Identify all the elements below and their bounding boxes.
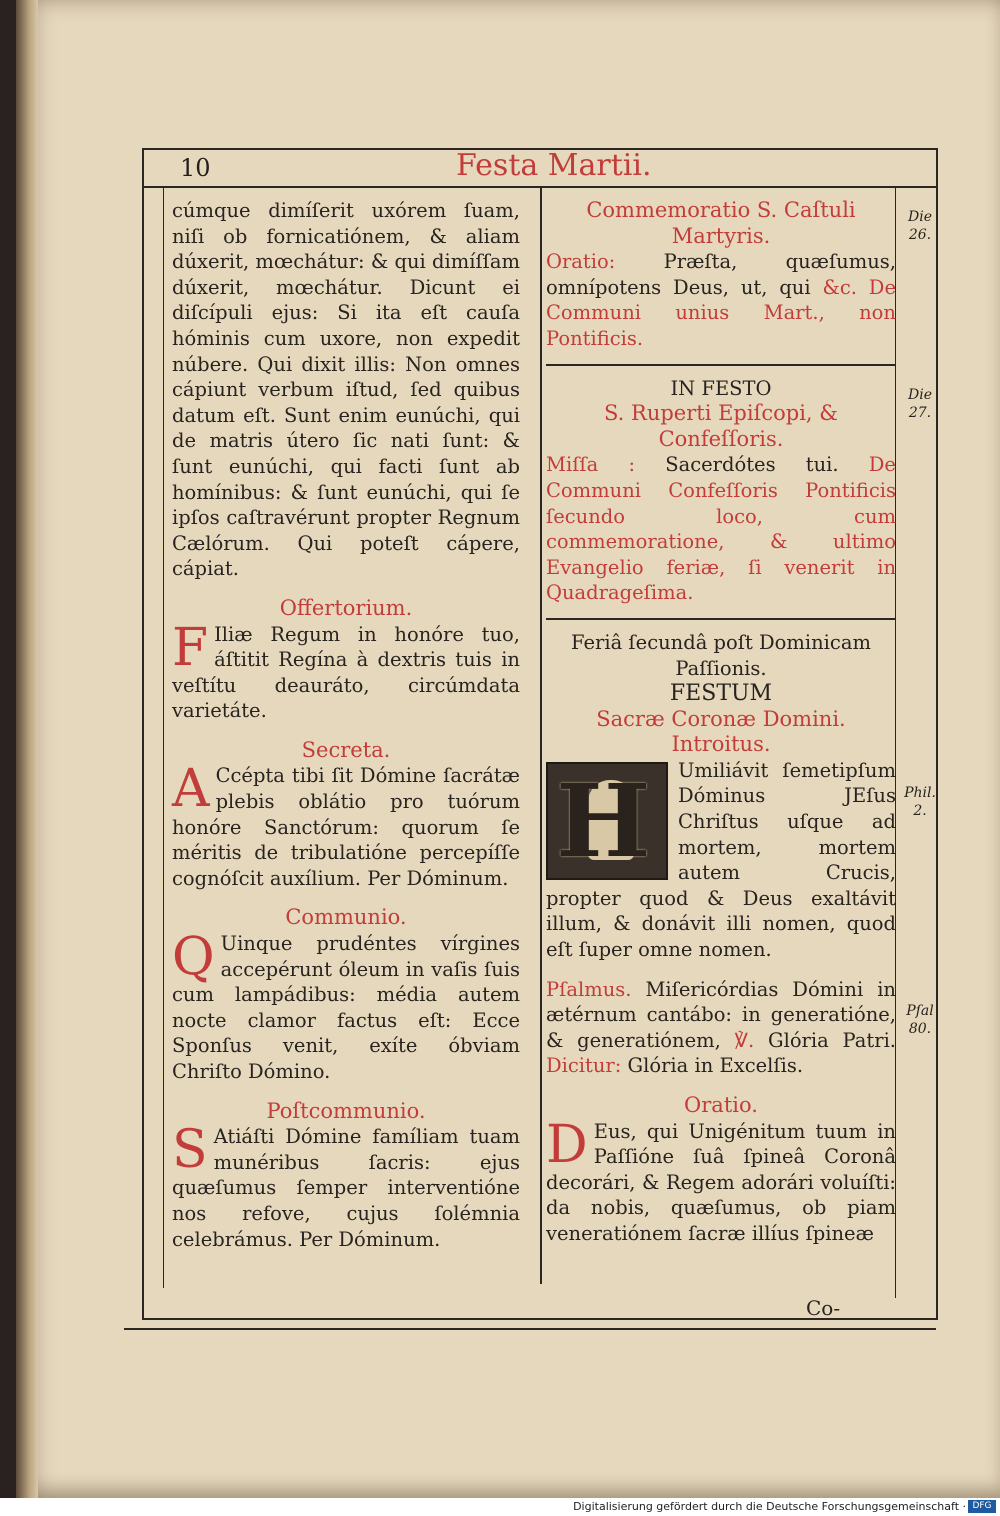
- offertorium-paragraph: [172, 617, 520, 724]
- left-margin-rule: [163, 188, 164, 1288]
- gloria-text: Glória Patri.: [768, 1028, 897, 1052]
- drop-cap: Q: [172, 927, 215, 988]
- margin-note-die27: Die 27.: [908, 387, 932, 421]
- missa-label: Miſſa :: [546, 453, 636, 477]
- right-column: [546, 198, 896, 1247]
- postcommunio-heading: Poſtcommunio.: [266, 1098, 426, 1123]
- communio-heading: Communio.: [285, 905, 407, 930]
- drop-cap: F: [172, 617, 209, 678]
- corona-heading: Sacræ Coronæ Domini.: [596, 706, 846, 731]
- footer-bar: [0, 1498, 1000, 1516]
- dicitur-label: Dicitur:: [546, 1054, 622, 1078]
- dicitur-text: Glória in Excelſis.: [627, 1054, 804, 1078]
- book-spine: [16, 0, 38, 1498]
- column-divider: [540, 188, 542, 1284]
- page-number: 10: [180, 154, 211, 182]
- versicle-mark: ℣.: [734, 1028, 755, 1052]
- drop-cap: D: [546, 1114, 588, 1175]
- woodcut-letter: H: [556, 761, 651, 880]
- margin-note-psal: Pſal 80.: [906, 1003, 934, 1037]
- gospel-continuation: cúmque dimíſerit uxórem ſuam, niſi ob fornicatiónem, & aliam dúxerit, mœchátur: & qui dimíſſam dúxerit, mœchátur. Dicunt ei diſcípuli ejus: Si ita eſt cauſa hóminis cum uxore, non expedit núbere. Qui dixit illis: Non omnes cápiunt verbum iſtud, ſed quibus datum eſt. Sunt enim eunúchi, qui de matris útero ſic nati ſunt: & ſunt eunúchi, qui facti ſunt ab homínibus: & ſunt eunúchi, qui ſe ipſos caſtravérunt propter Regnum Cælórum. Qui poteſt cápere, cápiat.: [172, 199, 520, 581]
- psalmus-paragraph: [546, 977, 896, 1079]
- footer-text: Digitalisierung gefördert durch die Deutsche Forschungsgemeinschaft ·: [573, 1500, 966, 1513]
- oratio2-text: Eus, qui Unigénitum tuum in Paſſióne ſuâ ſpineâ Coronâ decorári, & Regem adorári voluíſti: da nobis, quæſumus, ob piam veneratiónem ſacræ illíus ſpineæ: [546, 1119, 896, 1245]
- introitus-text: Umiliávit ſemetipſum Dóminus JEſus Chriſtus uſque ad mortem, mortem autem Crucis, propter quod & Deus exaltávit illum, & donávit illi nomen, quod eſt ſuper omne nomen.: [546, 758, 896, 962]
- oratio1-label: Oratio:: [546, 250, 616, 274]
- drop-cap: S: [172, 1120, 208, 1181]
- dfg-logo: DFG: [968, 1500, 996, 1513]
- feria-line: Feriâ ſecundâ poſt Dominicam Paſſionis.: [571, 630, 871, 680]
- introitus-paragraph: [546, 758, 896, 963]
- section-rule: [546, 364, 896, 366]
- missa-text: Sacerdótes tui.: [665, 453, 839, 477]
- bottom-rule: [124, 1328, 936, 1330]
- margin-note-phil: Phil. 2.: [904, 785, 936, 819]
- drop-cap: A: [172, 759, 210, 820]
- psalmus-text: Miſericórdias Dómini in ætérnum cantábo: in generatióne, & generatiónem,: [546, 977, 896, 1052]
- offertorium-text: Iliæ Regum in honóre tuo, áſtitit Regína à dextris tuis in veſtítu deauráto, circúmdata varietáte.: [172, 622, 520, 723]
- postcommunio-text: Atiáſti Dómine famíliam tuam munéribus ſacris: ejus quæſumus ſemper interventióne nos refove, cujus ſolémnia celebrámus. Per Dóminum.: [172, 1125, 520, 1251]
- running-head: Festa Martii.: [456, 148, 652, 183]
- secreta-text: Ccépta tibi ſit Dómine ſacrátæ plebis oblátio pro tuórum honóre Sanctórum: quorum ſe méritis de tribulatióne percepíſſe cognóſcit auxílium. Per Dóminum.: [172, 764, 520, 890]
- festum-heading: FESTUM: [669, 681, 773, 707]
- secreta-heading: Secreta.: [301, 737, 391, 762]
- catchword: Co-: [806, 1296, 841, 1320]
- oratio1-tail: &c. De Communi unius Mart., non Pontificis.: [546, 275, 896, 350]
- introitus-heading: Introitus.: [671, 732, 771, 757]
- psalmus-label: Pſalmus.: [546, 977, 632, 1001]
- secreta-paragraph: [172, 759, 520, 891]
- oratio1-text: Præſta, quæſumus, omnípotens Deus, ut, qui: [546, 250, 896, 299]
- communio-text: Uinque prudéntes vírgines accepérunt óleum in vaſis ſuis cum lampádibus: média autem nocte clamor factus eſt: Ecce Sponſus venit, exíte óbviam Chriſto Dómino.: [172, 932, 520, 1083]
- in-festo-heading: IN FESTO: [670, 376, 772, 400]
- oratio1-paragraph: [546, 249, 896, 351]
- postcommunio-paragraph: [172, 1120, 520, 1252]
- oratio2-heading: Oratio.: [684, 1093, 758, 1117]
- margin-note-die26: Die 26.: [908, 209, 932, 243]
- missa-tail: De Communi Confeſſoris Pontificis ſecundo loco, cum commemoratione, & ultimo Evangelio feriæ, ſi venerit in Quadrageſima.: [546, 453, 896, 605]
- woodcut-initial: [546, 762, 668, 880]
- rupert-heading: S. Ruperti Epiſcopi, & Confeſſoris.: [604, 401, 838, 451]
- communio-paragraph: [172, 927, 520, 1085]
- missa-paragraph: [546, 452, 896, 606]
- left-column: [172, 198, 520, 1252]
- offertorium-heading: Offertorium.: [279, 595, 413, 620]
- section-rule: [546, 618, 896, 620]
- commemoratio-heading: Commemoratio S. Caſtuli Martyris.: [586, 198, 856, 248]
- oratio2-paragraph: [546, 1114, 896, 1247]
